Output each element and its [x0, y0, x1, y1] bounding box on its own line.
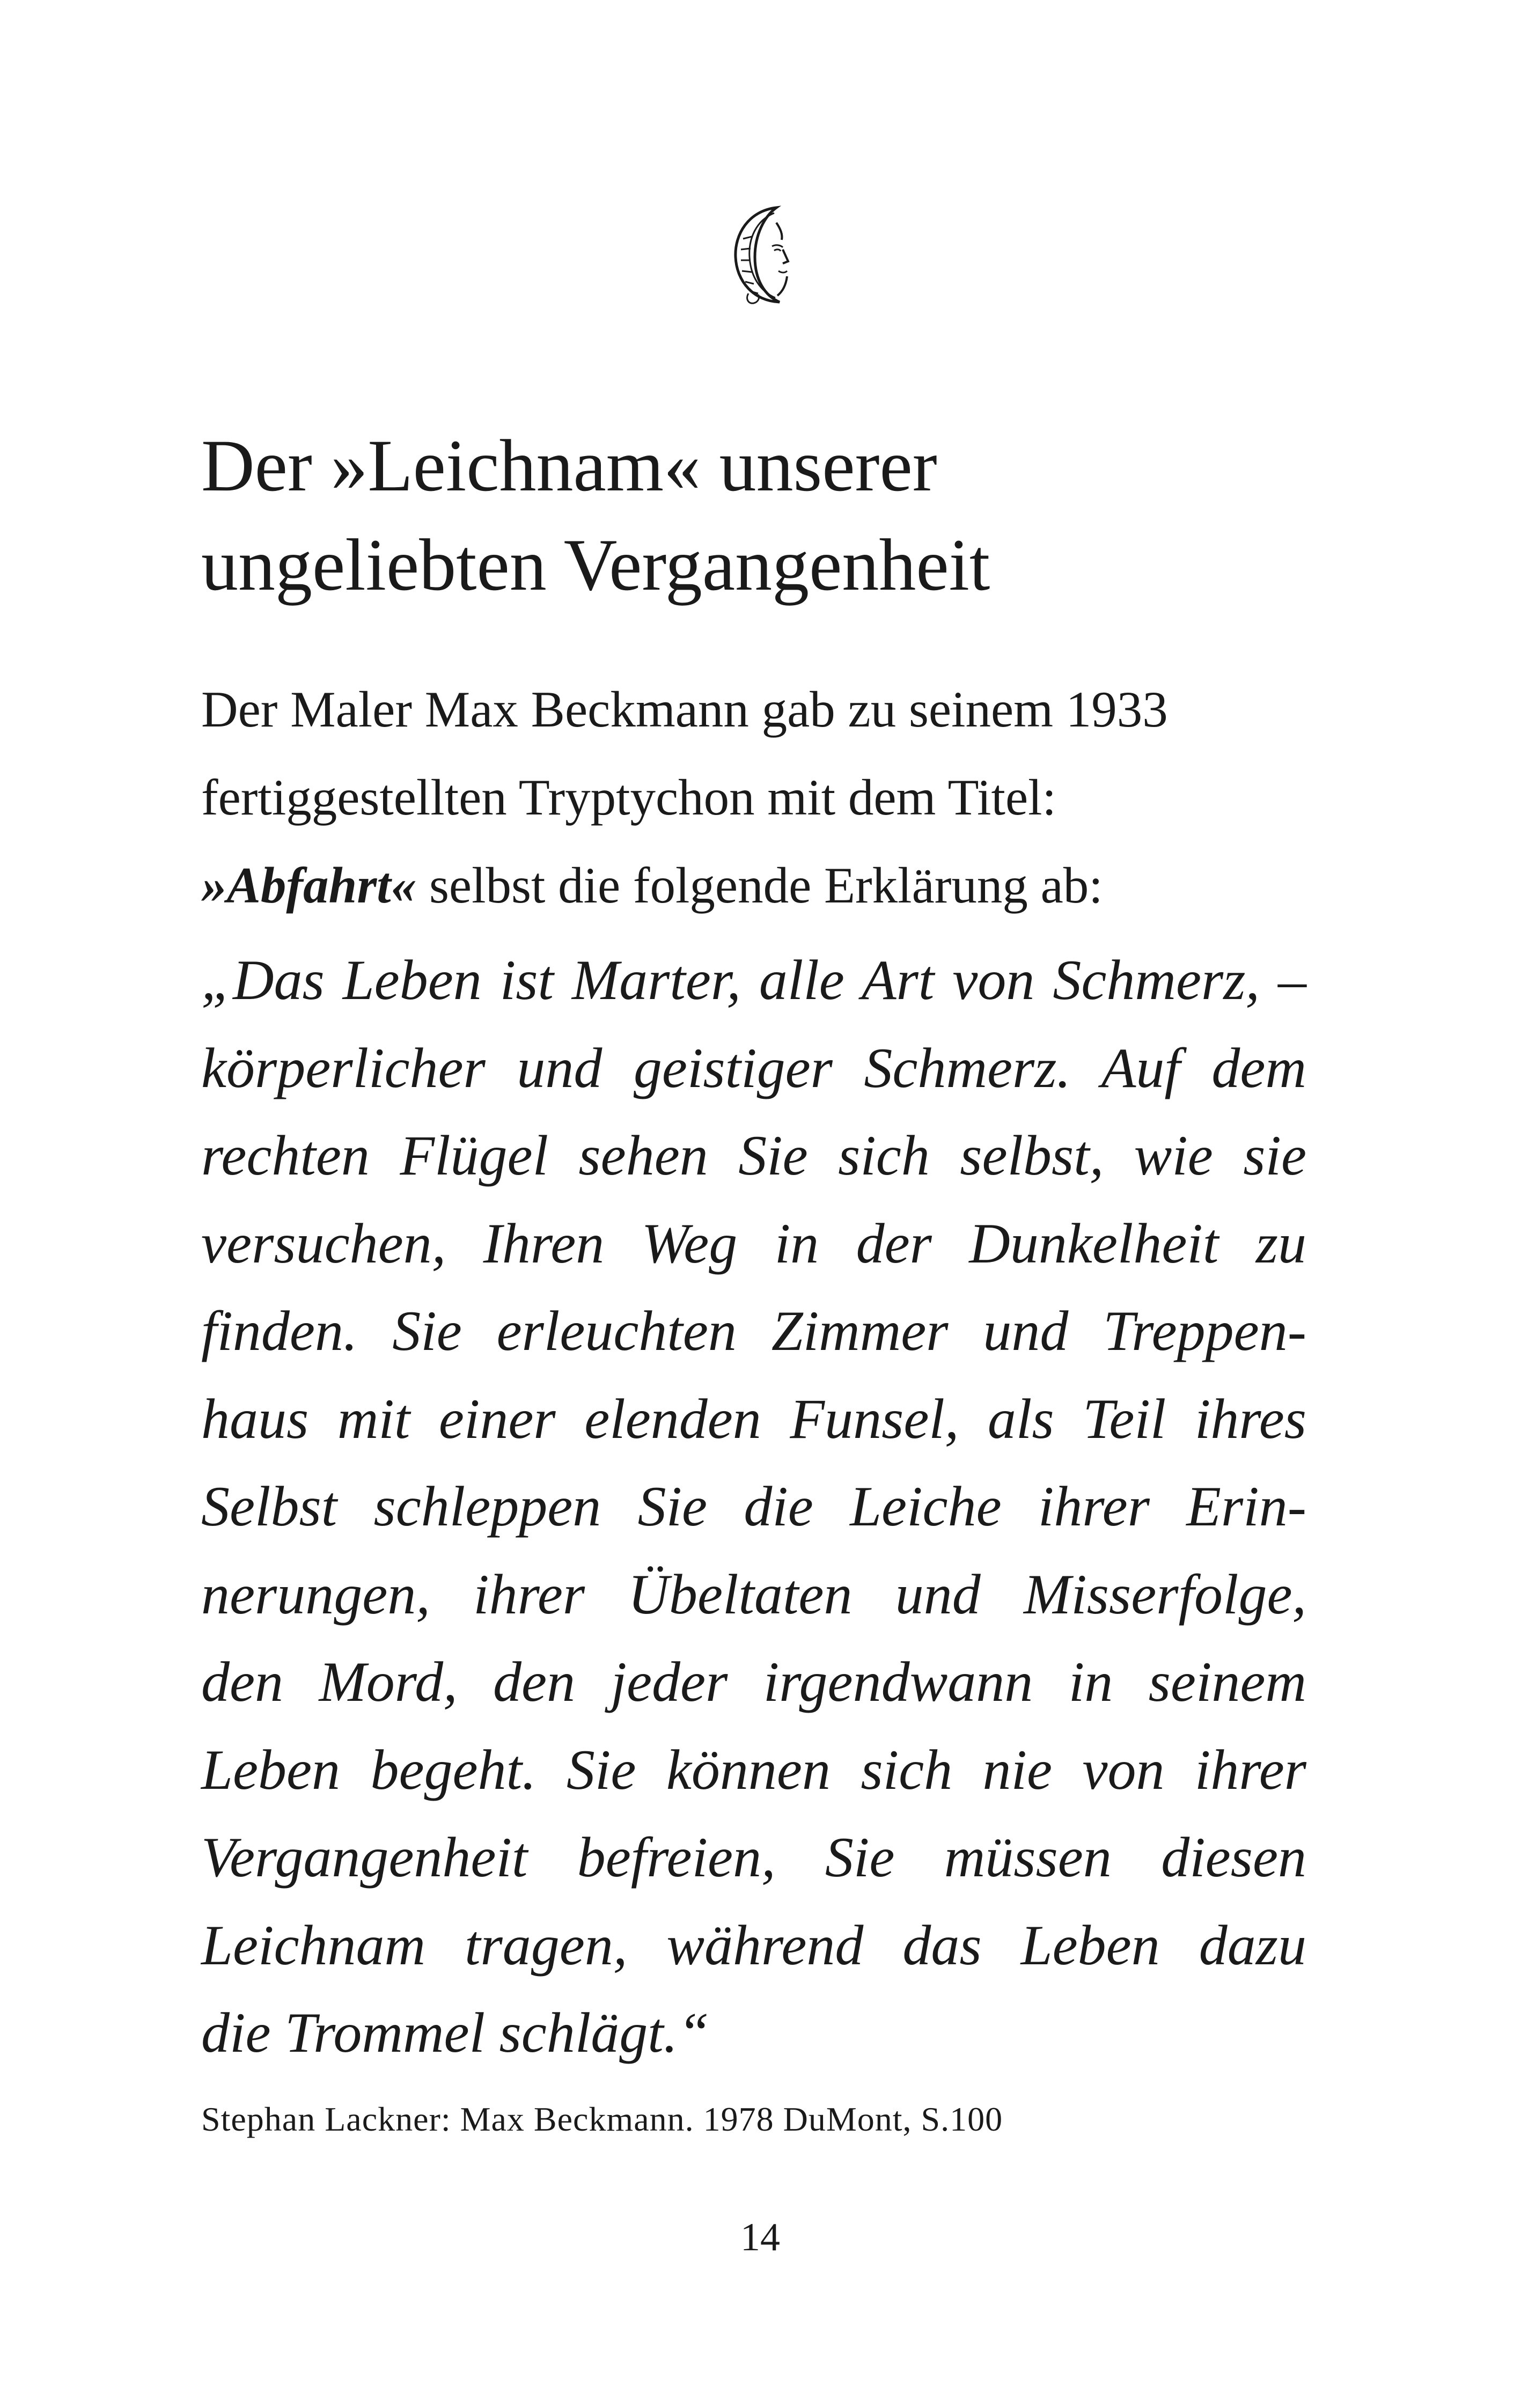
intro-line	[201, 841, 1333, 929]
quote-line: finden. Sie erleuchten Zimmer und Treppen-	[201, 1300, 1306, 1362]
quote-line: versuchen, Ihren Weg in der Dunkelheit zu	[201, 1212, 1306, 1275]
source-citation: Stephan Lackner: Max Beckmann. 1978 DuMont, S.100	[201, 2100, 1003, 2138]
quote-line: körperlicher und geistiger Schmerz. Auf dem	[201, 1036, 1306, 1099]
page-number: 14	[740, 2215, 780, 2259]
intro-line: fertiggestellten Tryptychon mit dem Titel:	[201, 769, 1056, 826]
quote-line: Vergangenheit befreien, Sie müssen diesen	[201, 1826, 1306, 1889]
quote-line: nerungen, ihrer Übeltaten und Misserfolge,	[201, 1562, 1306, 1626]
heading-line: ungeliebten Vergangenheit	[201, 524, 990, 606]
quote-line: Selbst schleppen Sie die Leiche ihrer Erin-	[201, 1475, 1306, 1538]
quote-line: Leben begeht. Sie können sich nie von ihrer	[201, 1738, 1306, 1801]
quote-line: rechten Flügel sehen Sie sich selbst, wie sie	[201, 1124, 1306, 1187]
beckmann-quote	[201, 936, 1306, 2077]
chapter-heading	[201, 416, 1328, 614]
quote-line: „Das Leben ist Marter, alle Art von Schmerz, –	[201, 949, 1306, 1011]
quote-line: den Mord, den jeder irgendwann in seinem	[201, 1650, 1306, 1713]
artwork-title: »Abfahrt«	[201, 857, 417, 914]
intro-paragraph	[201, 665, 1333, 929]
quote-line: Leichnam tragen, während das Leben dazu	[201, 1913, 1306, 1977]
heading-line: Der »Leichnam« unserer	[201, 424, 937, 506]
intro-line-rest: selbst die folgende Erklärung ab:	[416, 857, 1103, 914]
quote-line: haus mit einer elenden Funsel, als Teil ihres	[201, 1387, 1306, 1450]
intro-line: Der Maler Max Beckmann gab zu seinem 1933	[201, 681, 1168, 738]
quote-line: die Trommel schlägt.“	[201, 2001, 710, 2064]
crescent-moon-face-icon	[727, 201, 802, 309]
